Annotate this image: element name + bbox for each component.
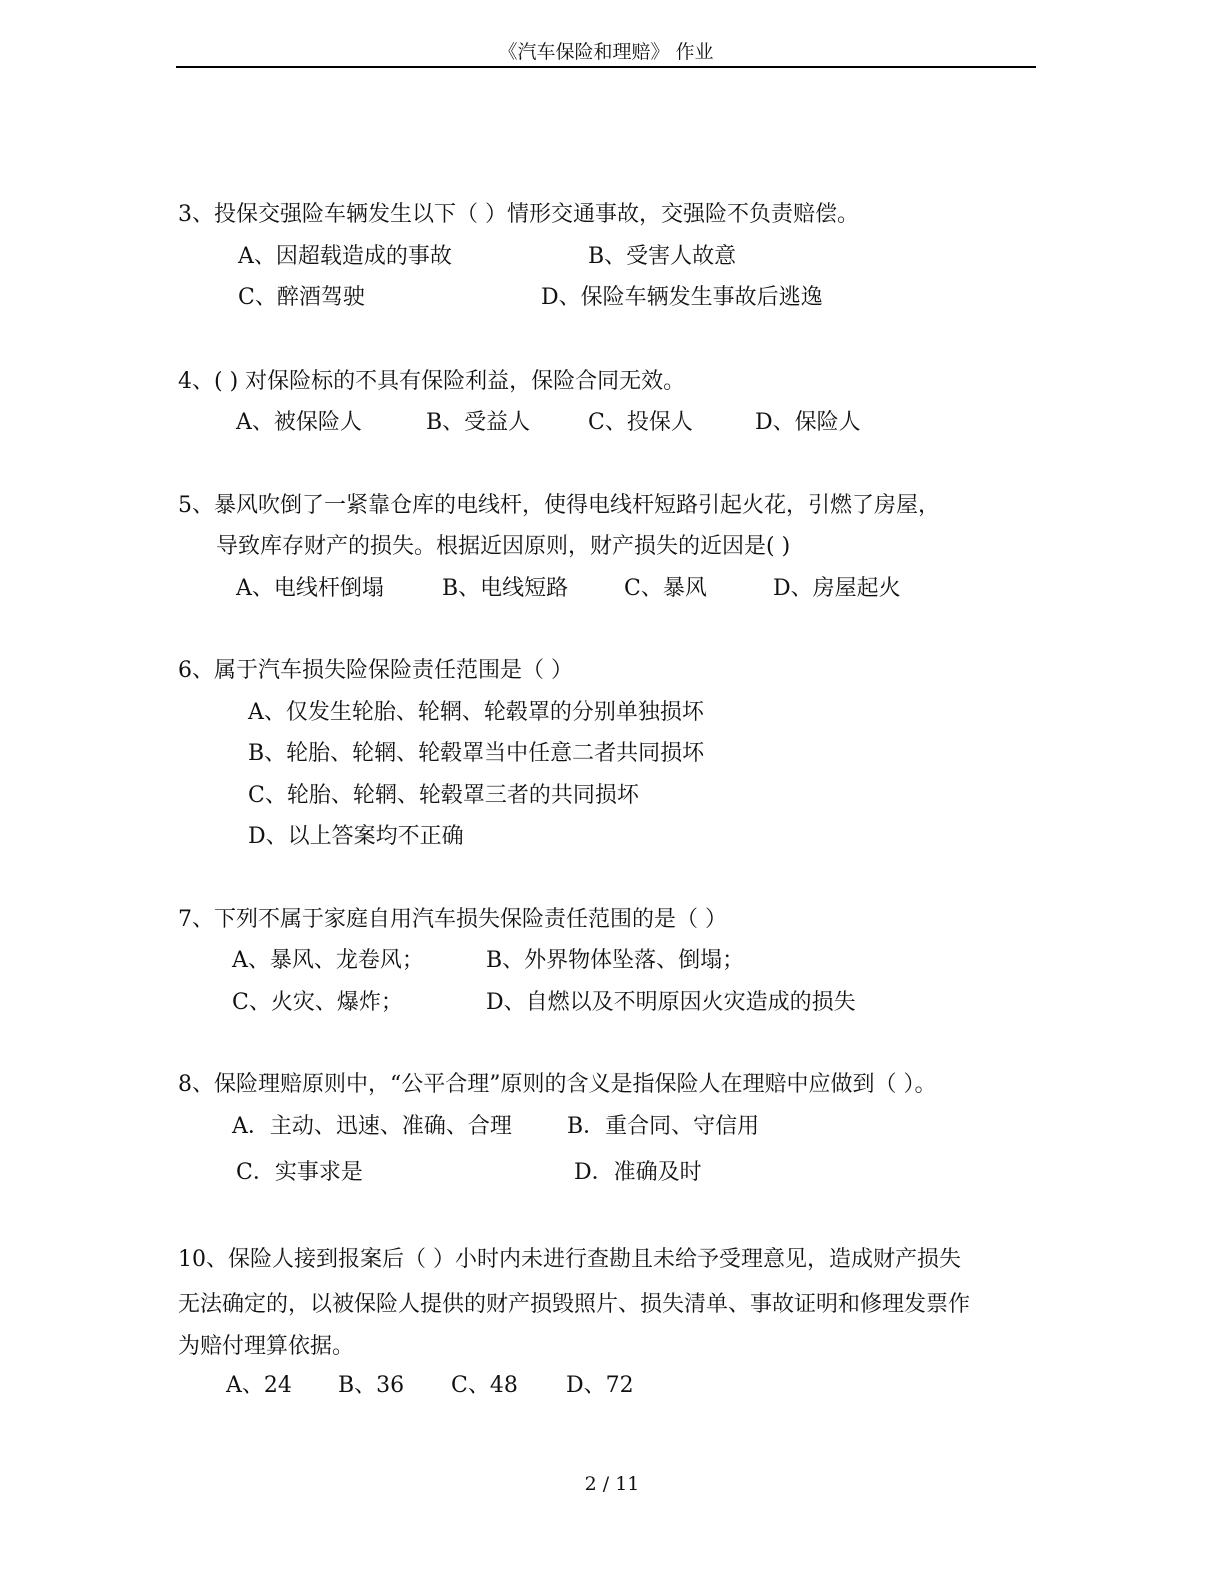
question-stem-line-1: 5、暴风吹倒了一紧靠仓库的电线杆，使得电线杆短路引起火花，引燃了房屋， (178, 493, 940, 518)
option-b: B、36 (338, 1373, 405, 1398)
option-a: A、仅发生轮胎、轮辋、轮毂罩的分别单独损坏 (248, 700, 704, 725)
question-stem-line-1: 10、保险人接到报案后（ ）小时内未进行查勘且未给予受理意见，造成财产损失 (178, 1247, 961, 1272)
option-b: B、电线短路 (442, 576, 569, 601)
question-stem: 6、属于汽车损失险保险责任范围是（ ） (178, 658, 573, 683)
question-stem-line-2: 无法确定的，以被保险人提供的财产损毁照片、损失清单、事故证明和修理发票作 (178, 1292, 971, 1317)
option-c: C、轮胎、轮辋、轮毂罩三者的共同损坏 (248, 783, 639, 808)
question-stem-line-3: 为赔付理算依据。 (178, 1334, 355, 1359)
question-stem: 8、保险理赔原则中，“公平合理”原则的含义是指保险人在理赔中应做到（ ）。 (178, 1072, 937, 1097)
option-b: B、受益人 (426, 410, 531, 435)
option-d: D、自燃以及不明原因火灾造成的损失 (486, 990, 856, 1015)
option-a: A、暴风、龙卷风； (232, 948, 424, 973)
option-d: D、保险车辆发生事故后逃逸 (541, 285, 823, 310)
option-b: B、轮胎、轮辋、轮毂罩当中任意二者共同损坏 (248, 741, 705, 766)
header-divider (176, 66, 1036, 68)
header-title: 《汽车保险和理赔》 作业 (498, 41, 714, 63)
option-d: D、72 (566, 1373, 634, 1398)
option-d: D．准确及时 (574, 1160, 702, 1185)
option-d: D、房屋起火 (773, 576, 901, 601)
option-b: B、受害人故意 (588, 244, 737, 269)
option-c: C．实事求是 (236, 1160, 363, 1185)
option-a: A、被保险人 (236, 410, 362, 435)
question-stem: 3、投保交强险车辆发生以下（ ）情形交通事故，交强险不负责赔偿。 (178, 202, 859, 227)
option-b: B．重合同、守信用 (567, 1114, 760, 1139)
option-d: D、保险人 (755, 410, 861, 435)
question-stem-line-2: 导致库存财产的损失。根据近因原则，财产损失的近因是( ) (216, 534, 791, 559)
option-c: C、48 (451, 1373, 518, 1398)
option-c: C、投保人 (588, 410, 693, 435)
option-c: C、火灾、爆炸； (232, 990, 403, 1015)
option-a: A、电线杆倒塌 (236, 576, 384, 601)
question-stem: 4、( ) 对保险标的不具有保险利益，保险合同无效。 (178, 369, 686, 394)
option-d: D、以上答案均不正确 (248, 824, 464, 849)
option-a: A．主动、迅速、准确、合理 (232, 1114, 512, 1139)
page-number: 2 / 11 (584, 1473, 640, 1495)
option-c: C、醉酒驾驶 (238, 285, 365, 310)
option-b: B、外界物体坠落、倒塌； (486, 948, 745, 973)
option-a: A、因超载造成的事故 (238, 244, 452, 269)
option-a: A、24 (226, 1373, 292, 1398)
question-stem: 7、下列不属于家庭自用汽车损失保险责任范围的是（ ） (178, 907, 727, 932)
option-c: C、暴风 (624, 576, 707, 601)
